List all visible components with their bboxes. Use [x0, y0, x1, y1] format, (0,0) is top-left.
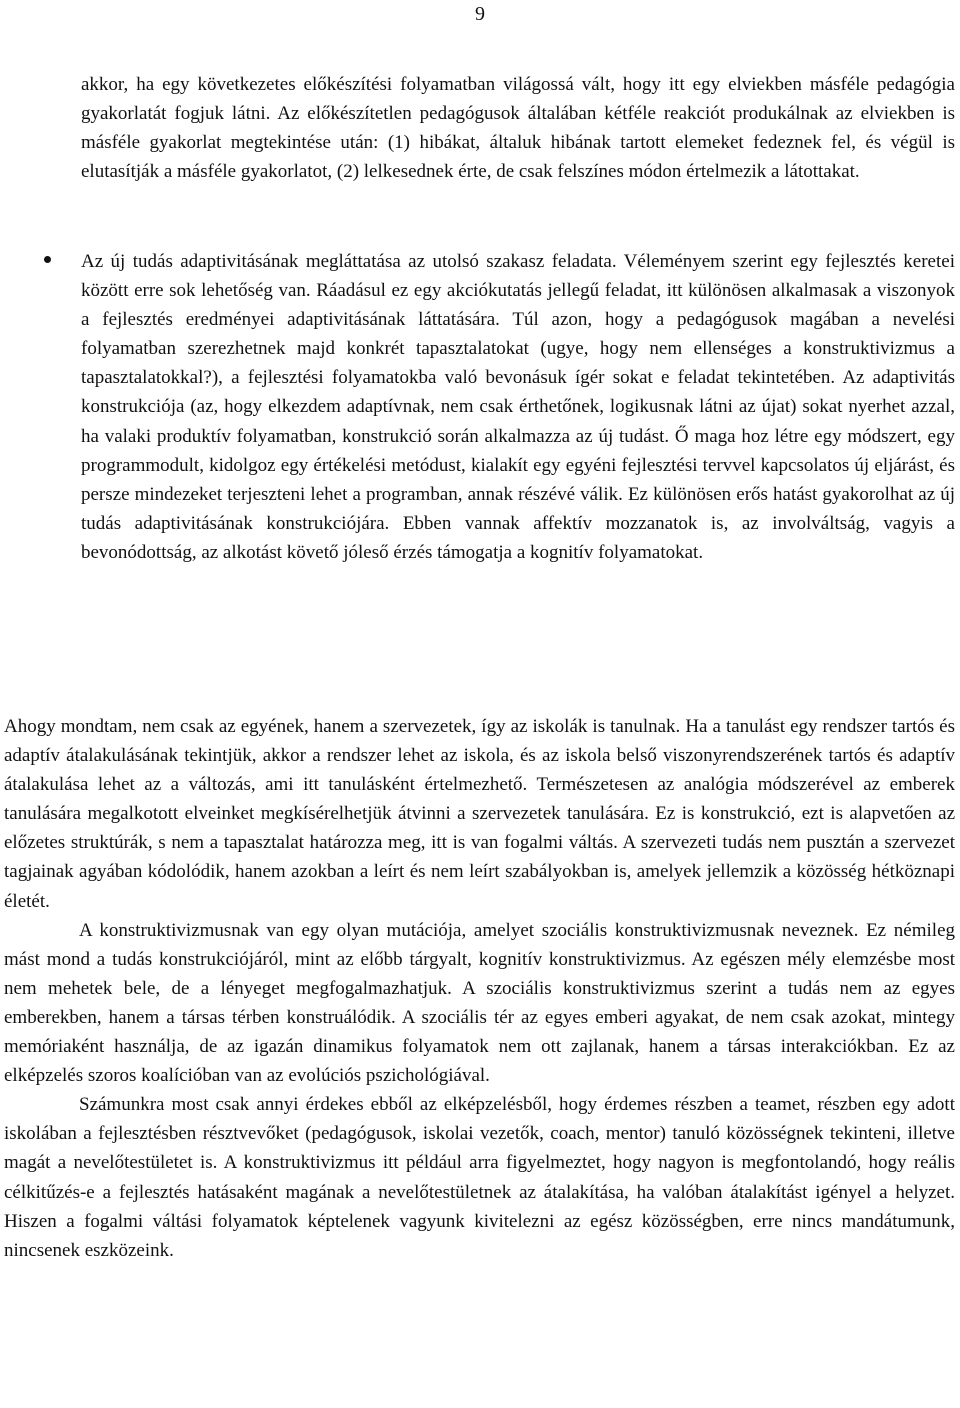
- paragraph-3: Számunkra most csak annyi érdekes ebből az elképzelésből, hogy érdemes részben a teamet, részben egy adott iskolában a fejlesztésben résztvevőket (pedagógusok, iskolai vezetők, coach, mentor) tanuló közösségnek tekinteni, illetve magát a nevelőtestületet is. A konstruktivizmus itt például arra figyelmeztet, hogy nagyon is megfontolandó, hogy reális célkitűzés-e a fejlesztés hatásaként magának a nevelőtestületnek az átalakítása, ha valóban átalakítást igényel a helyzet. Hiszen a fogalmi váltási folyamatok képtelenek vagyunk kivitelezni az egész közösségben, erre nincs mandátumunk, nincsenek eszközeink.: [4, 1094, 955, 1261]
- bullet-continuation-text: akkor, ha egy következetes előkészítési folyamatban világossá vált, hogy itt egy elviekben másféle pedagógia gyakorlatát fogjuk látni. Az előkészítetlen pedagógusok általában kétféle reakciót produkálnak az elviekben is másféle gyakorlat megtekintése után: (1) hibákat, általuk hibának tartott elemeket fedeznek fel, és végül is elutasítják a másféle gyakorlatot, (2) lelkesednek érte, de csak felszínes módon értelmezik a látottakat.: [81, 74, 955, 183]
- page-number: 9: [475, 3, 485, 25]
- bullet-dot-icon: [44, 256, 51, 263]
- bullet-item-text: Az új tudás adaptivitásának megláttatása az utolsó szakasz feladata. Véleményem szerint egy fejlesztés keretei között erre sok lehetőség van. Ráadásul ez egy akciókutatás jellegű feladat, itt különösen alkalmasak a viszonyok a fejlesztés eredményei adaptivitásának láttatására. Túl azon, hogy a pedagógusok magában a nevelési folyamatban szerezhetnek majd konkrét tapasztalatokat (ugye, hogy nem ellenséges a konstruktivizmus a tapasztalatokkal?), a fejlesztési folyamatokba való bevonásuk ígér sokat e feladat tekintetében. Az adaptivitás konstrukciója (az, hogy elkezdem adaptívnak, nem csak érthetőnek, logikusnak látni az újat) sokat nyerhet azzal, ha valaki produktív folyamatban, konstrukció során alkalmazza az új tudást. Ő maga hoz létre egy módszert, egy programmodult, kidolgoz egy értékelési metódust, kialakít egy egyéni fejlesztési tervvel kapcsolatos új eljárást, és persze mindezeket terjeszteni lehet a programban, annak részévé válik. Ez különösen erős hatást gyakorolhat az új tudás adaptivitásának konstrukciójára. Ebben vannak affektív mozzanatok is, az involváltság, vagyis a bevonódottság, az alkotást követő jóleső érzés támogatja a kognitív folyamatokat.: [81, 251, 955, 563]
- paragraph-2: A konstruktivizmusnak van egy olyan mutációja, amelyet szociális konstruktivizmusnak neveznek. Ez némileg mást mond a tudás konstrukciójáról, mint az előbb tárgyalt, kognitív konstruktivizmus. Az egészen mély elemzésbe most nem mehetek bele, de a lényeget megfogalmazhatjuk. A szociális konstruktivizmus szerint a tudás nem az egyes emberekben, hanem a társas térben konstruálódik. A szociális tér az egyes emberi agyakat, de nem csak azokat, mintegy memóriaként használja, de az igazán dinamikus folyamatok nem ott zajlanak, hanem a társas interakciókban. Ez az elképzelés szoros koalícióban van az evolúciós pszichológiával.: [4, 919, 955, 1087]
- body-text: [4, 712, 955, 1265]
- paragraph-1: Ahogy mondtam, nem csak az egyének, hanem a szervezetek, így az iskolák is tanulnak. Ha a tanulást egy rendszer tartós és adaptív átalakulásának tekintjük, akkor a rendszer lehet az iskola, és az iskola belső viszonyrendszerének tartós és adaptív átalakulása lehet az a változás, ami itt tanulásként értelmezhető. Természetesen az analógia módszerével az emberek tanulására megalkotott elveinket megkísérelhetjük átvinni a szervezetek tanulására. Ez is konstrukció, ezt is alapvetően az előzetes struktúrák, s nem a tapasztalat határozza meg, itt is van fogalmi váltás. A szervezeti tudás nem pusztán a szervezet tagjainak agyában kódolódik, hanem azokban a leírt és nem leírt szabályokban is, amelyek jellemzik a közösség hétköznapi életét.: [4, 716, 955, 912]
